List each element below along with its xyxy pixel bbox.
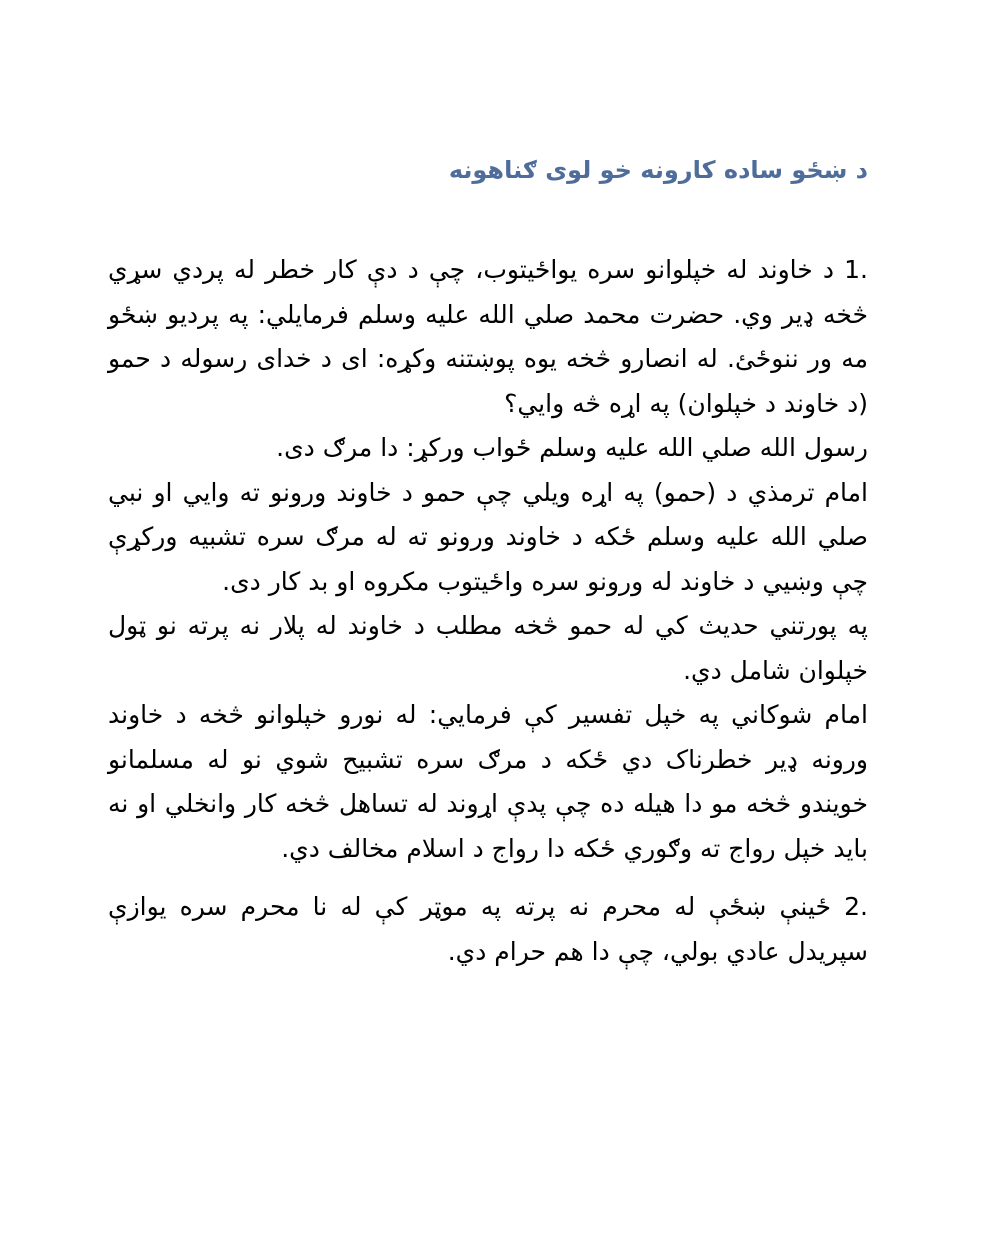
list-item-1 bbox=[108, 248, 868, 426]
list-item-number: 1. bbox=[844, 255, 868, 284]
spacer bbox=[108, 871, 868, 885]
paragraph: امام ترمذي د (حمو) په اړه ویلي چې حمو د خاوند ورونو ته وایي او نبي صلي الله علیه وسلم ځکه د خاوند ورونو ته له مرګ سره تشبیه ورکړې چې وښیي د خاوند له ورونو سره واځیتوب مکروه او بد کار دی. bbox=[108, 477, 868, 596]
list-item-2 bbox=[108, 885, 868, 974]
paragraph: امام شوکاني په خپل تفسیر کې فرمایي: له نورو خپلوانو څخه د خاوند ورونه ډیر خطرناک دي ځکه د مرګ سره تشبیح شوي نو له مسلمانو خویندو څخه مو دا هیله ده چې پدې اړوند له تساهل څخه کار وانخلي او نه باید خپل رواج ته وګوري ځکه دا رواج د اسلام مخالف دي. bbox=[108, 700, 868, 863]
document-content bbox=[108, 150, 868, 974]
list-item-text: د خاوند له خپلوانو سره یواځیتوب، چې د دې کار خطر له پردي سړي څخه ډیر وي. حضرت محمد صلي الله علیه وسلم فرمایلي: په پردیو ښځو مه ور ننوځئ. له انصارو څخه یوه پوښتنه وکړه: ای د خدای رسوله د حمو (د خاوند د خپلوان) په اړه څه وایي؟ bbox=[108, 255, 868, 418]
list-item-number: 2. bbox=[844, 892, 868, 921]
paragraph: په پورتني حدیث کي له حمو څخه مطلب د خاوند له پلار نه پرته نو ټول خپلوان شامل دي. bbox=[108, 611, 868, 685]
list-item-text: ځینې ښځې له محرم نه پرته په موټر کې له نا محرم سره یوازې سپریدل عادي بولي، چې دا هم حرام دي. bbox=[108, 892, 868, 966]
page-title: د ښځو ساده کارونه خو لوی ګناهونه bbox=[448, 156, 868, 184]
paragraph: رسول الله صلي الله علیه وسلم ځواب ورکړ: دا مرګ دی. bbox=[276, 433, 868, 462]
